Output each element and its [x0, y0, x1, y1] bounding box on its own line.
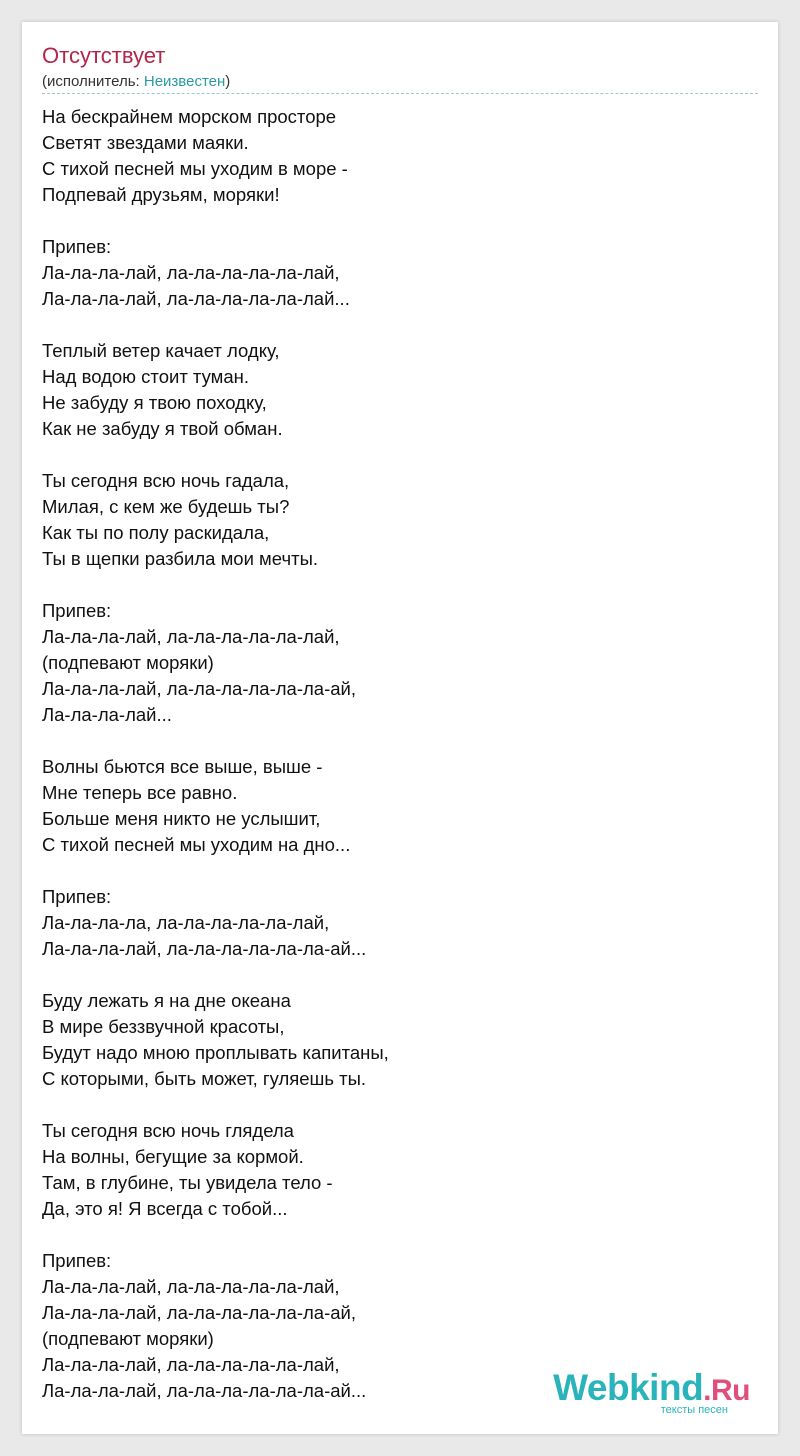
lyrics-line: Ты сегодня всю ночь гадала, [42, 470, 290, 491]
lyrics-stanza [42, 884, 758, 962]
lyrics-line: Ла-ла-ла-лай, ла-ла-ла-ла-ла-лай, [42, 626, 340, 647]
lyrics-line: Ла-ла-ла-лай, ла-ла-ла-ла-ла-лай... [42, 288, 350, 309]
lyrics-line: Светят звездами маяки. [42, 132, 249, 153]
lyrics-line: Ла-ла-ла-лай... [42, 704, 172, 725]
lyrics-line: Мне теперь все равно. [42, 782, 238, 803]
lyrics-line: Припев: [42, 886, 112, 907]
brand-tld: .Ru [703, 1374, 750, 1407]
lyrics-line: Ла-ла-ла-лай, ла-ла-ла-ла-ла-ла-ай... [42, 1380, 367, 1401]
lyrics-line: Волны бьются все выше, выше - [42, 756, 323, 777]
lyrics-line: На бескрайнем морском просторе [42, 106, 337, 127]
lyrics-stanza [42, 104, 758, 208]
lyrics-line: Милая, с кем же будешь ты? [42, 496, 290, 517]
lyrics-card [22, 22, 778, 1434]
lyrics-line: Припев: [42, 600, 112, 621]
brand-name: Webkind [553, 1367, 704, 1408]
lyrics-stanza [42, 468, 758, 572]
lyrics-line: Ла-ла-ла-лай, ла-ла-ла-ла-ла-ла-ай, [42, 1302, 357, 1323]
lyrics-stanza [42, 234, 758, 312]
lyrics-stanza [42, 338, 758, 442]
lyrics-line: (подпевают моряки) [42, 1328, 214, 1349]
lyrics-line: Над водою стоит туман. [42, 366, 250, 387]
lyrics-line: В мире беззвучной красоты, [42, 1016, 285, 1037]
lyrics-line: Ла-ла-ла-лай, ла-ла-ла-ла-ла-лай, [42, 262, 340, 283]
lyrics-line: Будут надо мною проплывать капитаны, [42, 1042, 389, 1063]
lyrics-line: Там, в глубине, ты увидела тело - [42, 1172, 333, 1193]
lyrics-line: С которыми, быть может, гуляешь ты. [42, 1068, 367, 1089]
lyrics-line: Больше меня никто не услышит, [42, 808, 321, 829]
lyrics-line: Ла-ла-ла-лай, ла-ла-ла-ла-ла-ла-ай... [42, 938, 367, 959]
lyrics-stanza [42, 598, 758, 728]
lyrics-line: Да, это я! Я всегда с тобой... [42, 1198, 288, 1219]
lyrics-line: (подпевают моряки) [42, 652, 214, 673]
lyrics-line: Припев: [42, 236, 112, 257]
lyrics-line: С тихой песней мы уходим на дно... [42, 834, 351, 855]
lyrics-line: Буду лежать я на дне океана [42, 990, 291, 1011]
lyrics-line: Теплый ветер качает лодку, [42, 340, 280, 361]
lyrics-line: Припев: [42, 1250, 112, 1271]
song-title: Отсутствует [42, 43, 166, 68]
artist-line [42, 72, 758, 94]
artist-prefix: (исполнитель: [42, 73, 144, 90]
lyrics-line: Как не забуду я твой обман. [42, 418, 283, 439]
lyrics-line: Ты сегодня всю ночь глядела [42, 1120, 294, 1141]
lyrics-stanza [42, 1118, 758, 1222]
lyrics-stanza [42, 988, 758, 1092]
lyrics-line: Как ты по полу раскидала, [42, 522, 270, 543]
brand-logo[interactable] [553, 1369, 750, 1416]
lyrics-stanza [42, 754, 758, 858]
artist-suffix: ) [225, 73, 231, 90]
lyrics-line: На волны, бегущие за кормой. [42, 1146, 304, 1167]
lyrics-line: Ла-ла-ла-ла, ла-ла-ла-ла-ла-лай, [42, 912, 330, 933]
lyrics-line: Ла-ла-ла-лай, ла-ла-ла-ла-ла-лай, [42, 1354, 340, 1375]
lyrics-line: Не забуду я твою походку, [42, 392, 267, 413]
lyrics-line: Ла-ла-ла-лай, ла-ла-ла-ла-ла-ла-ай, [42, 678, 357, 699]
lyrics-line: Ла-ла-ла-лай, ла-ла-ла-ла-ла-лай, [42, 1276, 340, 1297]
lyrics-line: Ты в щепки разбила мои мечты. [42, 548, 319, 569]
lyrics-line: Подпевай друзьям, моряки! [42, 184, 280, 205]
artist-link[interactable]: Неизвестен [143, 73, 226, 90]
lyrics-line: С тихой песней мы уходим в море - [42, 158, 348, 179]
brand-tagline: тексты песен [660, 1404, 728, 1416]
lyrics-text [42, 104, 758, 1430]
